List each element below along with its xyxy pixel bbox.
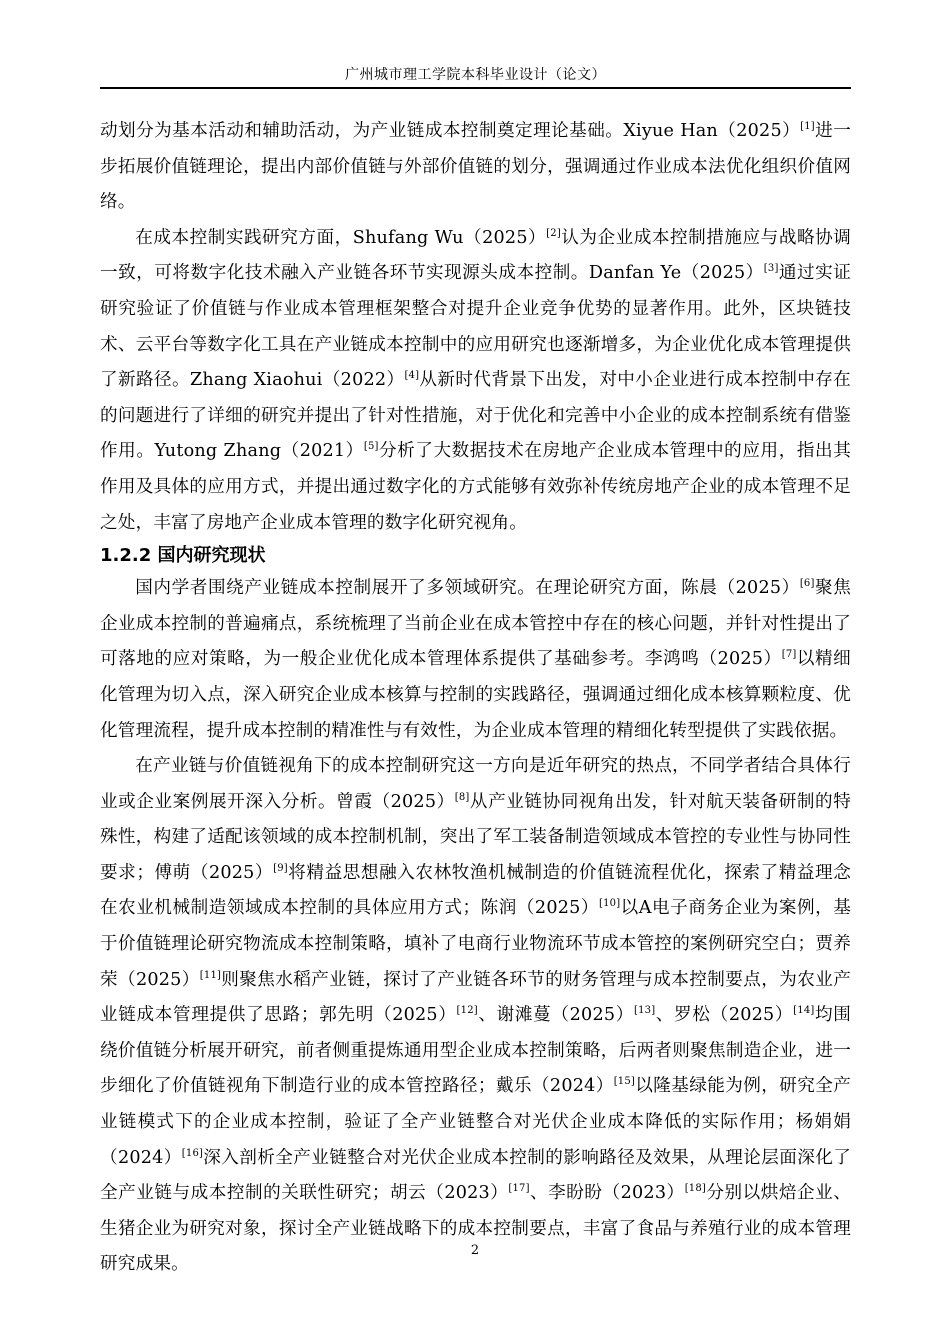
citation-marker: [10] [598, 898, 621, 910]
section-heading: 1.2.2 国内研究现状 [100, 545, 266, 567]
citation-marker: [6] [799, 578, 815, 590]
page-number: 2 [470, 1243, 480, 1258]
citation-marker: [12] [456, 1005, 478, 1017]
text-run: 将精益思想融入农林牧渔机械制造的价值链流程优化，探索了精益理念在农业机械制造领域成本控制的具体应用方式；陈润（2025） [100, 862, 851, 919]
text-run: 从产业链协同视角出发，针对航天装备研制的特殊性，构建了适配该领域的成本控制机制，突出了军工装备制造领域成本管控的专业性与协同性要求；傅萌（2025） [100, 791, 852, 883]
citation-marker: [16] [181, 1147, 204, 1159]
text-run: 国内学者围绕产业链成本控制展开了多领域研究。在理论研究方面，陈晨（2025） [135, 578, 800, 599]
citation-marker: [8] [454, 791, 470, 803]
text-run: 从新时代背景下出发，对中小企业进行成本控制中存在的问题进行了详细的研究并提出了针对性措施，对于优化和完善中小企业的成本控制系统有借鉴作用。Yutong Zhang（2021） [100, 370, 851, 462]
text-run: 动划分为基本活动和辅助活动，为产业链成本控制奠定理论基础。Xiyue Han（2025） [100, 121, 801, 141]
body-text [100, 114, 851, 1283]
citation-marker: [13] [633, 1005, 656, 1017]
text-run: 进一步拓展价值链理论，提出内部价值链与外部价值链的划分，强调通过作业成本法优化组织价值网络。 [100, 121, 851, 213]
paragraph [100, 114, 851, 221]
citation-marker: [14] [793, 1005, 815, 1017]
text-run: 深入剖析全产业链整合对光伏企业成本控制的影响路径及效果，从理论层面深化了全产业链与成本控制的关联性研究；胡云（2023） [100, 1147, 851, 1204]
text-run: 以隆基绿能为例，研究全产业链模式下的企业成本控制，验证了全产业链整合对光伏企业成本降低的实际作用；杨娟娟（2024） [100, 1076, 851, 1168]
citation-marker: [2] [546, 227, 561, 239]
text-run: 认为企业成本控制措施应与战略协调一致，可将数字化技术融入产业链各环节实现源头成本控制。Danfan Ye（2025） [100, 227, 851, 284]
citation-marker: [3] [763, 263, 779, 275]
text-run: 、罗松（2025） [655, 1005, 794, 1026]
paragraph [100, 749, 851, 1283]
paragraph [100, 571, 851, 749]
text-run: 分析了大数据技术在房地产企业成本管理中的应用，指出其作用及具体的应用方式，并提出通过数字化的方式能够有效弥补传统房地产企业的成本管理不足之处，丰富了房地产企业成本管理的数字化研究视角。 [100, 441, 851, 533]
citation-marker: [5] [363, 441, 379, 453]
citation-marker: [7] [781, 649, 797, 661]
citation-marker: [17] [508, 1183, 530, 1195]
text-run: 分别以烘焙企业、生猪企业为研究对象，探讨全产业链战略下的成本控制要点，丰富了食品与养殖行业的成本管理研究成果。 [100, 1183, 852, 1275]
text-run: 在产业链与价值链视角下的成本控制研究这一方向是近年研究的热点，不同学者结合具体行业或企业案例展开深入分析。曾霞（2025） [100, 756, 851, 812]
header-rule [100, 87, 851, 89]
text-run: 均围绕价值链分析展开研究，前者侧重提炼通用型企业成本控制策略，后两者则聚焦制造企业，进一步细化了价值链视角下制造行业的成本管控路径；戴乐（2024） [100, 1005, 852, 1097]
paragraph-group-domestic-research [100, 571, 851, 1283]
paragraph [100, 221, 851, 541]
page-header: 广州城市理工学院本科毕业设计（论文） [345, 67, 606, 83]
text-run: 以A电子商务企业为案例，基于价值链理论研究物流成本控制策略，填补了电商行业物流环节成本管控的案例研究空白；贾养荣（2025） [100, 898, 851, 990]
citation-marker: [15] [613, 1076, 636, 1088]
citation-marker: [1] [800, 121, 815, 132]
text-run: 、谢滩蔓（2025） [477, 1005, 634, 1026]
text-run: 、李盼盼（2023） [529, 1183, 685, 1204]
citation-marker: [4] [404, 370, 420, 382]
text-run: 则聚焦水稻产业链，探讨了产业链各环节的财务管理与成本控制要点，为农业产业链成本管理提供了思路；郭先明（2025） [100, 969, 851, 1026]
text-run: 通过实证研究验证了价值链与作业成本管理框架整合对提升企业竞争优势的显著作用。此外，区块链技术、云平台等数字化工具在产业链成本控制中的应用研究也逐渐增多，为企业优化成本管理提供了新路径。Zhang Xiaohui（2022） [100, 263, 851, 391]
text-run: 聚焦企业成本控制的普遍痛点，系统梳理了当前企业在成本管控中存在的核心问题，并针对性提出了可落地的应对策略，为一般企业优化成本管理体系提供了基础参考。李鸿鸣（2025） [100, 578, 851, 670]
text-run: 在成本控制实践研究方面，Shufang Wu（2025） [135, 227, 547, 248]
citation-marker: [11] [199, 969, 222, 981]
paragraph-group-foreign-research [100, 114, 851, 541]
text-run: 以精细化管理为切入点，深入研究企业成本核算与控制的实践路径，强调通过细化成本核算颗粒度、优化管理流程，提升成本控制的精准性与有效性，为企业成本管理的精细化转型提供了实践依据。 [100, 649, 851, 741]
citation-marker: [9] [273, 862, 288, 874]
citation-marker: [18] [684, 1183, 707, 1195]
